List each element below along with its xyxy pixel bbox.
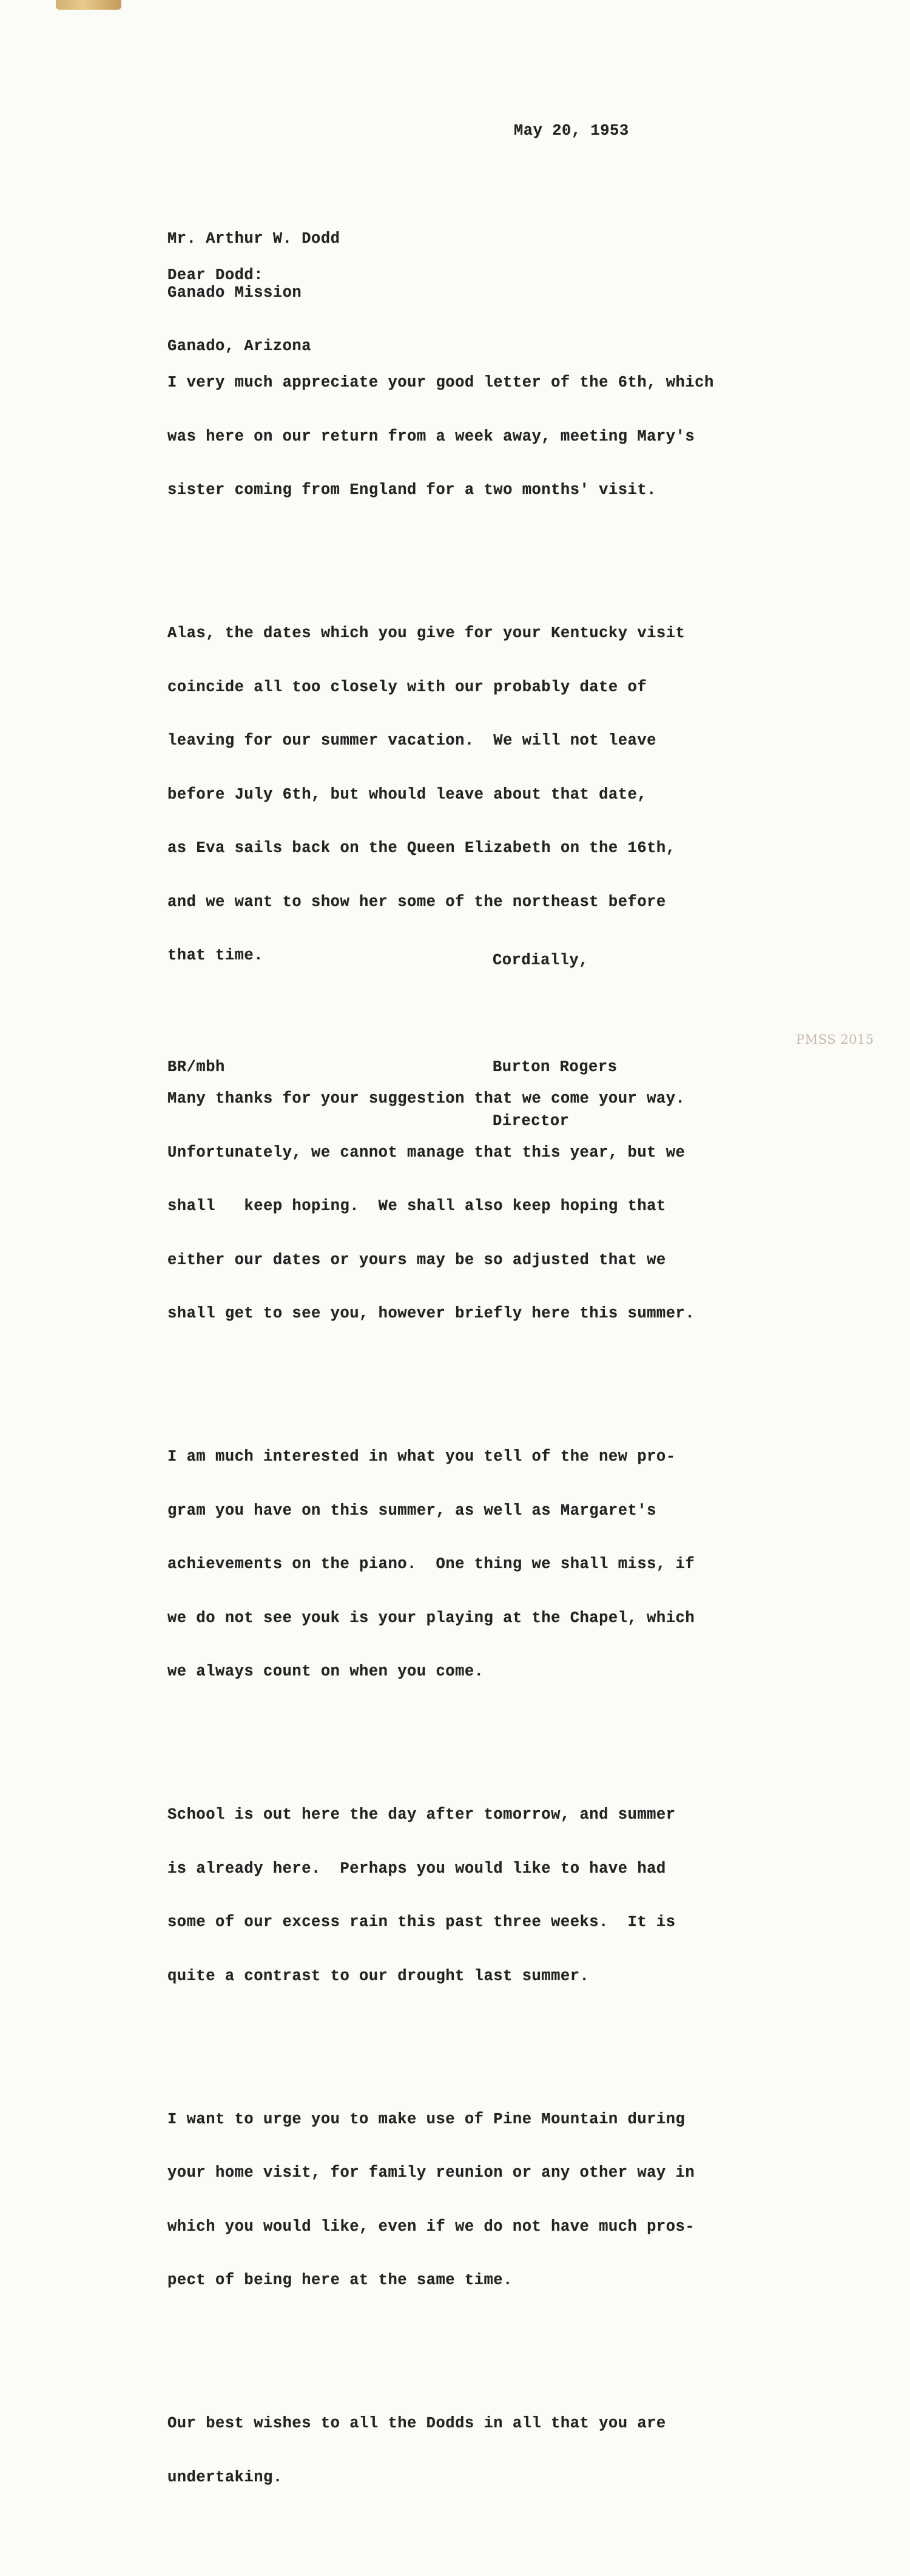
body-line: we always count on when you come. — [167, 1663, 484, 1680]
paragraph — [167, 2075, 714, 2325]
paragraph — [167, 2379, 714, 2522]
body-line: was here on our return from a week away, meeting Mary's — [167, 427, 695, 445]
body-line: shall get to see you, however briefly here this summer. — [167, 1305, 695, 1322]
paragraph — [167, 1054, 714, 1359]
signer-title: Director — [493, 1112, 570, 1130]
corner-tape-mark — [56, 0, 121, 10]
body-line: pect of being here at the same time. — [167, 2271, 513, 2289]
body-line: is already here. Perhaps you would like to have had — [167, 1859, 666, 1878]
body-line: we do not see youk is your playing at the Chapel, which — [167, 1609, 695, 1627]
salutation: Dear Dodd: — [167, 266, 264, 284]
signature-block — [493, 1023, 617, 1166]
body-line: Alas, the dates which you give for your Kentucky visit — [167, 624, 686, 642]
body-line: either our dates or yours may be so adjusted that we — [167, 1251, 666, 1269]
body-line: leaving for our summer vacation. We will not leave — [167, 732, 656, 749]
body-line: some of our excess rain this past three weeks. It is — [167, 1913, 676, 1931]
body-line: coincide all too closely with our probably date of — [167, 678, 647, 696]
paragraph — [167, 1770, 714, 2021]
body-line: gram you have on this summer, as well as Margaret's — [167, 1501, 656, 1520]
typist-initials: BR/mbh — [167, 1058, 225, 1076]
body-line: I want to urge you to make use of Pine Mountain during — [167, 2110, 686, 2128]
body-line: Our best wishes to all the Dodds in all that you are — [167, 2415, 666, 2432]
body-line: your home visit, for family reunion or any other way in — [167, 2164, 695, 2182]
body-line: that time. — [167, 947, 264, 964]
closing: Cordially, — [493, 952, 589, 969]
body-line: as Eva sails back on the Queen Elizabeth on the 16th, — [167, 839, 676, 857]
paragraph — [167, 338, 714, 535]
body-line: and we want to show her some of the northeast before — [167, 893, 666, 911]
body-line: Many thanks for your suggestion that we come your way. — [167, 1090, 686, 1107]
recipient-line: Ganado Mission — [167, 283, 302, 302]
body-line: achievements on the piano. One thing we shall miss, if — [167, 1555, 695, 1573]
recipient-line: Mr. Arthur W. Dodd — [167, 230, 340, 248]
body-line: before July 6th, but whould leave about that date, — [167, 785, 647, 803]
body-line: undertaking. — [167, 2468, 283, 2486]
body-line: I am much interested in what you tell of the new pro- — [167, 1448, 676, 1465]
body-line: shall keep hoping. We shall also keep hoping that — [167, 1197, 666, 1215]
archive-stamp: PMSS 2015 — [796, 1032, 874, 1047]
body-line: I very much appreciate your good letter of the 6th, which — [167, 374, 714, 391]
letter-body — [167, 302, 714, 2576]
paragraph — [167, 1412, 714, 1717]
body-line: quite a contrast to our drought last summer. — [167, 1967, 590, 1985]
paragraph — [167, 589, 714, 1001]
letter-date: May 20, 1953 — [514, 122, 629, 140]
recipient-line: Ganado, Arizona — [167, 337, 312, 355]
body-line: which you would like, even if we do not have much pros- — [167, 2217, 695, 2236]
body-line: Unfortunately, we cannot manage that this year, but we — [167, 1143, 686, 1161]
body-line: sister coming from England for a two months' visit. — [167, 481, 656, 499]
body-line: School is out here the day after tomorrow, and summer — [167, 1806, 676, 1824]
signer-name: Burton Rogers — [493, 1058, 618, 1076]
